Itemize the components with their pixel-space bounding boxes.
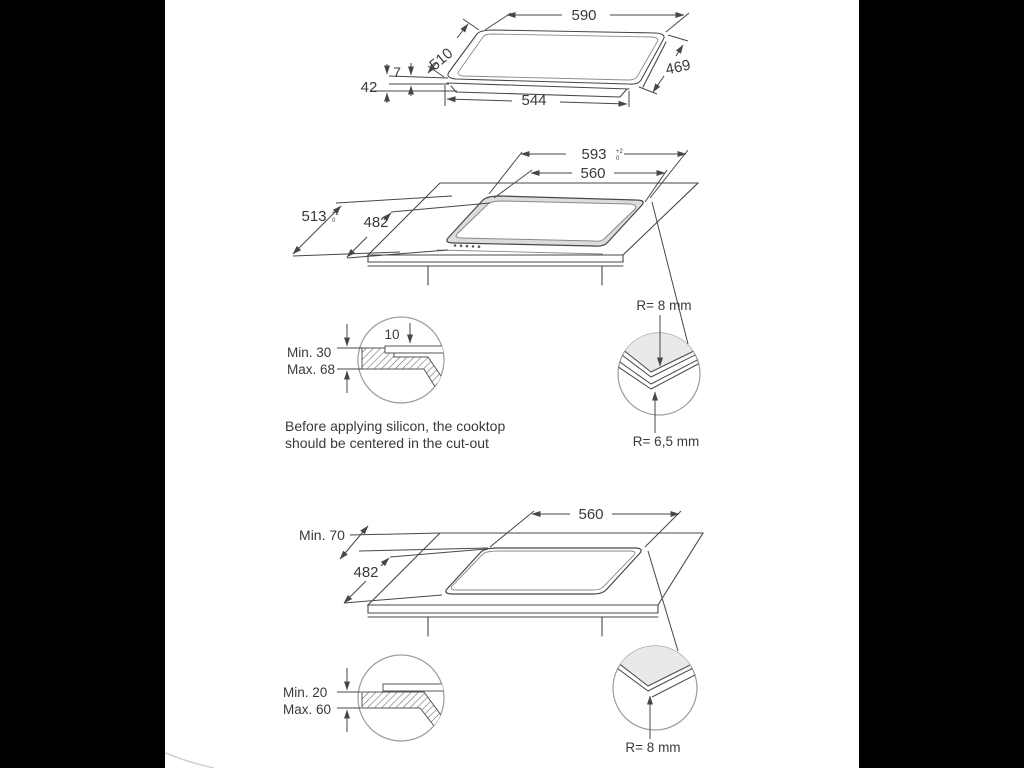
radius-8-label: R= 8 mm: [625, 740, 681, 755]
flush-edge-detail: [287, 317, 452, 403]
tick: [490, 511, 534, 547]
manual-page: [165, 0, 859, 768]
tick: [645, 511, 681, 547]
detail-leader-line: [652, 202, 688, 344]
cooktop-perspective-view: [361, 7, 692, 109]
tick: [645, 170, 667, 202]
recess-cutout-view: [293, 146, 698, 344]
dim-line: [457, 24, 468, 38]
max-60-label: Max. 60: [283, 702, 332, 717]
radius-8-label: R= 8 mm: [636, 298, 692, 313]
cooktop-right-edge: [643, 42, 666, 87]
dim-593-tol-lower: 0: [616, 156, 620, 162]
cutout-hole: [446, 548, 641, 594]
min-30-label: Min. 30: [287, 345, 332, 360]
dim-510: [426, 19, 479, 77]
tick: [463, 19, 479, 30]
dim-544-label: 544: [521, 92, 547, 109]
control-dots: [454, 244, 481, 248]
surface-cutout-view: [299, 506, 703, 651]
silicon-note: [285, 418, 505, 451]
radius-65-label: R= 6,5 mm: [632, 434, 700, 449]
ext-line: [347, 250, 448, 258]
dim-593-label: 593: [581, 146, 607, 163]
right-letterbox: [858, 0, 1024, 768]
dim-513-label: 513: [301, 208, 327, 225]
ext-line: [350, 533, 441, 535]
tick: [489, 152, 522, 194]
left-letterbox: [0, 0, 165, 768]
page-curl: [165, 749, 214, 768]
cooktop-front-lip: [447, 83, 629, 89]
dim-482-label: 482: [363, 214, 389, 231]
dim-560-label: 560: [578, 506, 604, 523]
dim-560-label: 560: [580, 165, 606, 182]
dim-line: [447, 99, 512, 101]
min-20-label: Min. 20: [283, 685, 328, 700]
dim-560-cutout: [490, 506, 681, 547]
dim-590-label: 590: [571, 7, 597, 24]
tick: [668, 35, 688, 41]
tick: [494, 170, 532, 198]
dim-line: [676, 45, 683, 56]
dim-482-label: 482: [353, 564, 379, 581]
corner-radius-detail-bottom: [606, 642, 703, 755]
dim-593-tol-upper: +2: [616, 149, 623, 155]
countertop-front-band: [368, 605, 658, 613]
installation-diagram: [165, 0, 859, 768]
overlap-edge-detail: [283, 655, 452, 741]
countertop-front-band: [368, 255, 623, 262]
detail-leader-line: [648, 551, 678, 651]
dim-513-tol-lower: 0: [332, 218, 336, 224]
dim-513-tol-upper: +2: [332, 211, 339, 217]
dim-line: [381, 558, 389, 566]
tick: [666, 13, 689, 32]
dim-7-label: 7: [393, 64, 401, 80]
dim-line: [344, 581, 366, 603]
dim-590: [485, 7, 689, 32]
dim-line: [560, 102, 627, 104]
tick: [485, 13, 511, 30]
dim-42-label: 42: [360, 79, 378, 96]
dim-469-label: 469: [664, 56, 693, 79]
max-68-label: Max. 68: [287, 362, 336, 377]
tick: [650, 150, 688, 198]
glass-section: [385, 346, 449, 353]
silicon-note-line1: Before applying silicon, the cooktop: [285, 418, 506, 434]
silicon-note-line2: should be centered in the cut-out: [285, 435, 489, 451]
dim-line: [653, 76, 664, 92]
dim-10-label: 10: [384, 327, 400, 342]
ext-line: [344, 595, 442, 603]
cooktop-glass-inner-edge: [458, 34, 658, 80]
corner-radius-detail: [605, 298, 708, 449]
dim-min70: [299, 526, 488, 559]
dim-510-label: 510: [426, 44, 457, 74]
ext-line: [336, 196, 452, 203]
recess-front-edge: [437, 250, 603, 254]
min-70-label: Min. 70: [299, 527, 345, 543]
glass-section: [383, 684, 447, 691]
